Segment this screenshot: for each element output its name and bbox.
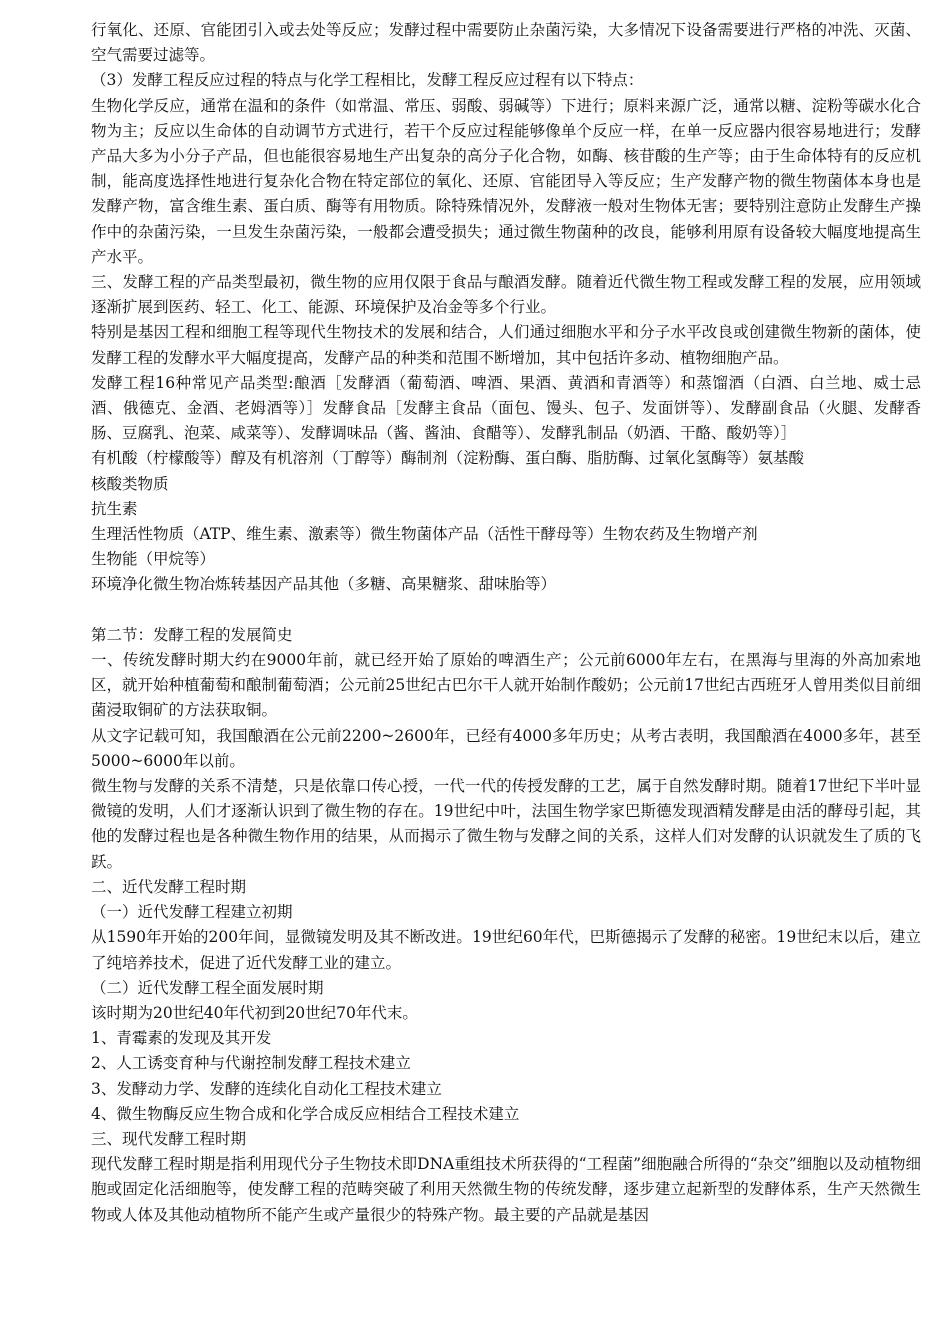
heading-contemporary: 三、现代发酵工程时期 [91, 1129, 247, 1148]
paragraph-period: 该时期为20世纪40年代初到20世纪70年代末。 [91, 1003, 418, 1022]
paragraph-organic-acids: 有机酸（柠檬酸等）醇及有机溶剂（丁醇等）酶制剂（淀粉酶、蛋白酶、脂肪酶、过氧化氢酶等）氨基酸 [91, 449, 805, 468]
section-heading: 第二节：发酵工程的发展简史 [91, 625, 293, 644]
paragraph-records: 从文字记载可知，我国酿酒在公元前2200~2600年，已经有4000多年历史；从考古表明，我国酿酒在4000多年，甚至5000~6000年以前。 [91, 726, 921, 770]
paragraph-microbes: 微生物与发酵的关系不清楚，只是依靠口传心授，一代一代的传授发酵的工艺，属于自然发酵时期。随着17世纪下半叶显微镜的发明，人们才逐渐认识到了微生物的存在。19世纪中叶，法国生物学家巴斯德发现酒精发酵是由活的酵母引起，其他的发酵过程也是各种微生物作用的结果，从而揭示了微生物与发酵之间的关系，这样人们对发酵的认识就发生了质的飞跃。 [91, 777, 921, 871]
list-item: 2、人工诱变育种与代谢控制发酵工程技术建立 [91, 1054, 411, 1073]
list-item: 3、发酵动力学、发酵的连续化自动化工程技术建立 [91, 1079, 442, 1098]
paragraph-product-types: 三、发酵工程的产品类型最初，微生物的应用仅限于食品与酿酒发酵。随着近代微生物工程或发酵工程的发展，应用领域逐渐扩展到医药、轻工、化工、能源、环境保护及冶金等多个行业。 [91, 273, 921, 317]
paragraph-gene-engineering: 特别是基因工程和细胞工程等现代生物技术的发展和结合，人们通过细胞水平和分子水平改良或创建微生物新的菌体，使发酵工程的发酵水平大幅度提高，发酵产品的种类和范围不断增加，其中包括许多动、植物细胞产品。 [91, 323, 921, 367]
paragraph-features-heading: （3）发酵工程反应过程的特点与化学工程相比，发酵工程反应过程有以下特点： [91, 71, 644, 90]
paragraph-bioenergy: 生物能（甲烷等） [91, 550, 216, 569]
blank-line [91, 598, 921, 623]
subheading-early: （一）近代发酵工程建立初期 [91, 903, 293, 922]
list-item: 4、微生物酶反应生物合成和化学合成反应相结合工程技术建立 [91, 1104, 520, 1123]
paragraph-nucleic-acids: 核酸类物质 [91, 474, 169, 493]
subheading-full-development: （二）近代发酵工程全面发展时期 [91, 978, 324, 997]
document-page [91, 18, 921, 1228]
paragraph-early: 从1590年开始的200年间，显微镜发明及其不断改进。19世纪60年代，巴斯德揭示了发酵的秘密。19世纪末以后，建立了纯培养技术，促进了近代发酵工业的建立。 [91, 928, 921, 972]
paragraph-contemporary: 现代发酵工程时期是指利用现代分子生物技术即DNA重组技术所获得的“工程菌”细胞融合所得的“杂交”细胞以及动植物细胞或固定化活细胞等，使发酵工程的范畴突破了利用天然微生物的传统发酵，逐步建立起新型的发酵体系，生产天然微生物或人体及其他动植物所不能产生或产量很少的特殊产物。最主要的产品就是基因 [91, 1155, 921, 1224]
paragraph-traditional: 一、传统发酵时期大约在9000年前，就已经开始了原始的啤酒生产；公元前6000年左右，在黑海与里海的外高加索地区，就开始种植葡萄和酿制葡萄酒；公元前25世纪古巴尔干人就开始制作酸奶；公元前17世纪古西班牙人曾用类似目前细菌浸取铜矿的方法获取铜。 [91, 651, 921, 720]
list-item: 1、青霉素的发现及其开发 [91, 1029, 272, 1048]
paragraph-continuation: 行氧化、还原、官能团引入或去处等反应；发酵过程中需要防止杂菌污染，大多情况下设备需要进行严格的冲洗、灭菌、空气需要过滤等。 [91, 21, 921, 65]
heading-modern-period: 二、近代发酵工程时期 [91, 877, 247, 896]
paragraph-bioactive: 生理活性物质（ATP、维生素、激素等）微生物菌体产品（活性干酵母等）生物农药及生物增产剂 [91, 525, 758, 544]
paragraph-environment: 环境净化微生物冶炼转基因产品其他（多糖、高果糖浆、甜味胎等） [91, 575, 557, 594]
paragraph-product-list: 发酵工程16种常见产品类型:酿酒［发酵酒（葡萄酒、啤酒、果酒、黄酒和青酒等）和蒸馏酒（白酒、白兰地、威士忌酒、俄德克、金酒、老姆酒等）］发酵食品［发酵主食品（面包、馒头、包子、发面饼等）、发酵副食品（火腿、发酵香肠、豆腐乳、泡菜、咸菜等）、发酵调味品（酱、酱油、食醋等）、发酵乳制品（奶酒、干酪、酸奶等）］ [91, 373, 921, 443]
paragraph-features: 生物化学反应，通常在温和的条件（如常温、常压、弱酸、弱碱等）下进行；原料来源广泛，通常以糖、淀粉等碳水化合物为主；反应以生命体的自动调节方式进行，若干个反应过程能够像单个反应一样，在单一反应器内很容易地进行；发酵产品大多为小分子产品，但也能很容易地生产出复杂的高分子化合物，如酶、核苷酸的生产等；由于生命体特有的反应机制，能高度选择性地进行复杂化合物在特定部位的氧化、还原、官能团导入等反应；生产发酵产物的微生物菌体本身也是发酵产物，富含维生素、蛋白质、酶等有用物质。除特殊情况外，发酵液一般对生物体无害；要特别注意防止发酵生产操作中的杂菌污染，一旦发生杂菌污染，一般都会遭受损失；通过微生物菌种的改良，能够利用原有设备较大幅度地提高生产水平。 [91, 96, 921, 266]
paragraph-antibiotics: 抗生素 [91, 499, 138, 518]
